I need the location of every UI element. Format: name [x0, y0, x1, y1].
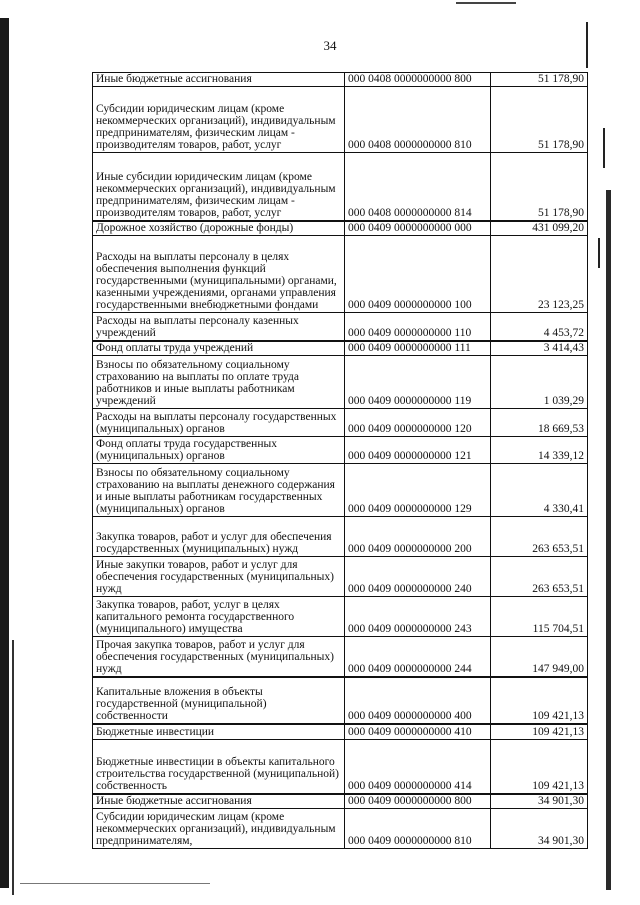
- row-code: 000 0409 0000000000 243: [345, 597, 491, 637]
- row-code: 000 0409 0000000000 120: [345, 409, 491, 437]
- row-sum: 14 339,12: [491, 437, 588, 464]
- row-sum: 23 123,25: [491, 236, 588, 313]
- row-code: 000 0408 0000000000 810: [345, 87, 491, 153]
- row-name: Прочая закупка товаров, работ и услуг для обеспечения государственных (муниципальных) нужд: [93, 637, 345, 677]
- row-sum: 431 099,20: [491, 221, 588, 236]
- row-sum: 51 178,90: [491, 73, 588, 87]
- page-number: 34: [323, 38, 337, 53]
- table-row: [93, 409, 588, 437]
- table-row: [93, 677, 588, 724]
- row-sum: 34 901,30: [491, 808, 588, 848]
- row-sum: 109 421,13: [491, 677, 588, 724]
- row-code: 000 0409 0000000000 000: [345, 221, 491, 236]
- scan-edge-left: [0, 18, 9, 888]
- table-row: [93, 557, 588, 597]
- row-name: Расходы на выплаты персоналу казенных учреждений: [93, 313, 345, 341]
- table-row: [93, 464, 588, 517]
- scan-artifact-right-top: [586, 22, 588, 68]
- scan-artifact-right-mid: [603, 128, 605, 168]
- row-sum: 1 039,29: [491, 356, 588, 409]
- row-name: Закупка товаров, работ, услуг в целях капитального ремонта государственного (муниципального) имущества: [93, 597, 345, 637]
- scan-artifact-right-small: [598, 238, 600, 268]
- row-code: 000 0408 0000000000 814: [345, 153, 491, 221]
- row-sum: 109 421,13: [491, 740, 588, 794]
- row-code: 000 0409 0000000000 244: [345, 637, 491, 677]
- row-name: Взносы по обязательному социальному страхованию на выплаты денежного содержания и иные выплаты работникам государственных (муниципальных) органов: [93, 464, 345, 517]
- table-row: [93, 236, 588, 313]
- row-code: 000 0409 0000000000 800: [345, 794, 491, 809]
- table-row: [93, 724, 588, 740]
- row-sum: 51 178,90: [491, 87, 588, 153]
- row-name: Бюджетные инвестиции в объекты капитального строительства государственной (муниципальной) собственность: [93, 740, 345, 794]
- scan-artifact-top: [456, 2, 516, 4]
- row-code: 000 0409 0000000000 119: [345, 356, 491, 409]
- row-sum: 4 330,41: [491, 464, 588, 517]
- scan-artifact-left: [12, 640, 14, 895]
- row-name: Бюджетные инвестиции: [93, 724, 345, 740]
- row-code: 000 0409 0000000000 410: [345, 724, 491, 740]
- row-code: 000 0408 0000000000 800: [345, 73, 491, 87]
- row-name: Иные бюджетные ассигнования: [93, 73, 345, 87]
- table-row: [93, 740, 588, 794]
- row-name: Расходы на выплаты персоналу государственных (муниципальных) органов: [93, 409, 345, 437]
- row-code: 000 0409 0000000000 200: [345, 517, 491, 557]
- row-name: Иные закупки товаров, работ и услуг для обеспечения государственных (муниципальных) нужд: [93, 557, 345, 597]
- scan-artifact-bottom: [20, 883, 210, 884]
- row-sum: 3 414,43: [491, 341, 588, 356]
- row-sum: 263 653,51: [491, 517, 588, 557]
- budget-table: [92, 72, 588, 849]
- row-sum: 4 453,72: [491, 313, 588, 341]
- row-code: 000 0409 0000000000 240: [345, 557, 491, 597]
- row-code: 000 0409 0000000000 400: [345, 677, 491, 724]
- table-row: [93, 794, 588, 809]
- table-row: [93, 356, 588, 409]
- row-name: Субсидии юридическим лицам (кроме некоммерческих организаций), индивидуальным предпринимателям,: [93, 808, 345, 848]
- table-row: [93, 153, 588, 221]
- row-name: Фонд оплаты труда государственных (муниципальных) органов: [93, 437, 345, 464]
- row-code: 000 0409 0000000000 121: [345, 437, 491, 464]
- row-code: 000 0409 0000000000 810: [345, 808, 491, 848]
- row-name: Дорожное хозяйство (дорожные фонды): [93, 221, 345, 236]
- row-sum: 263 653,51: [491, 557, 588, 597]
- row-sum: 51 178,90: [491, 153, 588, 221]
- row-sum: 18 669,53: [491, 409, 588, 437]
- row-code: 000 0409 0000000000 414: [345, 740, 491, 794]
- row-name: Иные бюджетные ассигнования: [93, 794, 345, 809]
- table-row: [93, 597, 588, 637]
- table-row: [93, 437, 588, 464]
- table-row: [93, 808, 588, 848]
- table-row: [93, 637, 588, 677]
- row-name: Расходы на выплаты персоналу в целях обеспечения выполнения функций государственными (муниципальными) органами, казенными учреждениями, органами управления государственными внебюджетными фондами: [93, 236, 345, 313]
- row-code: 000 0409 0000000000 111: [345, 341, 491, 356]
- row-code: 000 0409 0000000000 100: [345, 236, 491, 313]
- row-sum: 147 949,00: [491, 637, 588, 677]
- row-sum: 34 901,30: [491, 794, 588, 809]
- row-name: Иные субсидии юридическим лицам (кроме некоммерческих организаций), индивидуальным предпринимателям, физическим лицам - производителям товаров, работ, услуг: [93, 153, 345, 221]
- table-row: [93, 73, 588, 87]
- row-sum: 109 421,13: [491, 724, 588, 740]
- table-row: [93, 87, 588, 153]
- row-code: 000 0409 0000000000 129: [345, 464, 491, 517]
- table-row: [93, 517, 588, 557]
- row-name: Субсидии юридическим лицам (кроме некоммерческих организаций), индивидуальным предпринимателям, физическим лицам - производителям товаров, работ, услуг: [93, 87, 345, 153]
- row-name: Фонд оплаты труда учреждений: [93, 341, 345, 356]
- table-row: [93, 221, 588, 236]
- table-row: [93, 313, 588, 341]
- row-sum: 115 704,51: [491, 597, 588, 637]
- row-name: Капитальные вложения в объекты государственной (муниципальной) собственности: [93, 677, 345, 724]
- row-name: Взносы по обязательному социальному страхованию на выплаты по оплате труда работников и иные выплаты работникам учреждений: [93, 356, 345, 409]
- table-row: [93, 341, 588, 356]
- scan-edge-right: [606, 190, 611, 890]
- row-name: Закупка товаров, работ и услуг для обеспечения государственных (муниципальных) нужд: [93, 517, 345, 557]
- row-code: 000 0409 0000000000 110: [345, 313, 491, 341]
